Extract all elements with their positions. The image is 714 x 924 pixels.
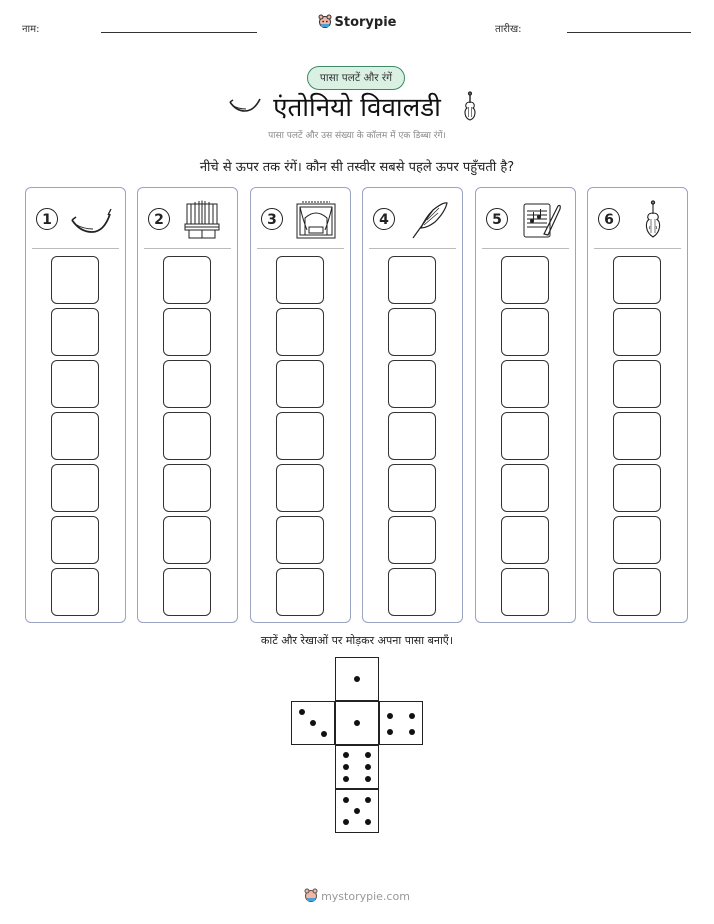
dice-pip bbox=[343, 776, 349, 782]
dice-pip bbox=[365, 797, 371, 803]
dice-face-3 bbox=[291, 701, 335, 745]
dice-face-6 bbox=[335, 745, 379, 789]
brand bbox=[0, 14, 714, 30]
cut-instruction: काटें और रेखाओं पर मोड़कर अपना पासा बनाएँ। bbox=[260, 634, 454, 647]
color-box[interactable] bbox=[613, 360, 661, 408]
dice-pip bbox=[343, 797, 349, 803]
pipe-organ-icon bbox=[180, 200, 226, 240]
color-box[interactable] bbox=[163, 568, 211, 616]
dice-pip bbox=[343, 752, 349, 758]
color-box[interactable] bbox=[388, 464, 436, 512]
dice-pip bbox=[343, 819, 349, 825]
dice-pip bbox=[354, 676, 360, 682]
column-number: 1 bbox=[36, 208, 58, 230]
dice-pip bbox=[365, 764, 371, 770]
violin-icon bbox=[630, 200, 676, 240]
dice-face-1 bbox=[335, 701, 379, 745]
column-3 bbox=[250, 187, 351, 623]
sheet-music-icon bbox=[518, 200, 564, 240]
column-4 bbox=[362, 187, 463, 623]
color-box[interactable] bbox=[163, 256, 211, 304]
column-divider bbox=[594, 248, 681, 249]
column-divider bbox=[369, 248, 456, 249]
dice-pip bbox=[354, 720, 360, 726]
storypie-logo-icon bbox=[318, 14, 332, 28]
color-box[interactable] bbox=[613, 256, 661, 304]
color-box[interactable] bbox=[276, 412, 324, 460]
color-box[interactable] bbox=[388, 568, 436, 616]
color-box[interactable] bbox=[613, 464, 661, 512]
color-box[interactable] bbox=[388, 308, 436, 356]
color-box[interactable] bbox=[388, 256, 436, 304]
color-box[interactable] bbox=[613, 568, 661, 616]
date-line[interactable] bbox=[567, 32, 691, 33]
color-box[interactable] bbox=[51, 308, 99, 356]
color-box[interactable] bbox=[51, 568, 99, 616]
color-box[interactable] bbox=[51, 256, 99, 304]
name-line[interactable] bbox=[101, 32, 257, 33]
color-box[interactable] bbox=[501, 568, 549, 616]
color-box[interactable] bbox=[501, 308, 549, 356]
dice-pip bbox=[409, 729, 415, 735]
color-box[interactable] bbox=[163, 412, 211, 460]
color-box[interactable] bbox=[276, 516, 324, 564]
page-title: एंतोनियो विवालडी bbox=[273, 93, 441, 123]
column-number: 4 bbox=[373, 208, 395, 230]
column-number: 5 bbox=[486, 208, 508, 230]
column-divider bbox=[482, 248, 569, 249]
instructions-subtitle: पासा पलटें और उस संख्या के कॉलम में एक डिब्बा रंगें। bbox=[268, 131, 446, 141]
column-divider bbox=[257, 248, 344, 249]
column-divider bbox=[32, 248, 119, 249]
dice-pip bbox=[365, 819, 371, 825]
column-2 bbox=[137, 187, 238, 623]
color-box[interactable] bbox=[276, 360, 324, 408]
column-5 bbox=[475, 187, 576, 623]
color-box[interactable] bbox=[51, 360, 99, 408]
column-6 bbox=[587, 187, 688, 623]
name-label: नाम: bbox=[22, 24, 40, 35]
column-number: 2 bbox=[148, 208, 170, 230]
color-box[interactable] bbox=[51, 464, 99, 512]
theatre-stage-icon bbox=[293, 200, 339, 240]
color-box[interactable] bbox=[163, 360, 211, 408]
column-divider bbox=[144, 248, 231, 249]
column-number: 3 bbox=[261, 208, 283, 230]
color-box[interactable] bbox=[501, 256, 549, 304]
activity-badge: पासा पलटें और रंगें bbox=[307, 66, 405, 90]
color-box[interactable] bbox=[51, 516, 99, 564]
color-box[interactable] bbox=[276, 568, 324, 616]
color-box[interactable] bbox=[276, 464, 324, 512]
storypie-logo-icon bbox=[304, 888, 318, 902]
color-box[interactable] bbox=[276, 256, 324, 304]
dice-pip bbox=[310, 720, 316, 726]
color-box[interactable] bbox=[613, 412, 661, 460]
date-label: तारीख: bbox=[495, 24, 522, 35]
dice-pip bbox=[354, 808, 360, 814]
color-box[interactable] bbox=[613, 308, 661, 356]
footer-url: mystorypie.com bbox=[321, 890, 410, 903]
color-box[interactable] bbox=[388, 360, 436, 408]
quill-feather-icon bbox=[405, 200, 451, 240]
dice-pip bbox=[387, 729, 393, 735]
color-box[interactable] bbox=[501, 360, 549, 408]
dice-pip bbox=[409, 713, 415, 719]
color-box[interactable] bbox=[163, 308, 211, 356]
column-number: 6 bbox=[598, 208, 620, 230]
dice-pip bbox=[321, 731, 327, 737]
dice-face-5 bbox=[335, 789, 379, 833]
color-box[interactable] bbox=[613, 516, 661, 564]
violin-icon bbox=[462, 91, 478, 123]
column-1 bbox=[25, 187, 126, 623]
color-box[interactable] bbox=[501, 516, 549, 564]
color-box[interactable] bbox=[388, 516, 436, 564]
dice-pip bbox=[343, 764, 349, 770]
dice-pip bbox=[299, 709, 305, 715]
brand-name: Storypie bbox=[334, 15, 397, 30]
footer bbox=[0, 888, 714, 903]
color-box[interactable] bbox=[501, 412, 549, 460]
color-box[interactable] bbox=[388, 412, 436, 460]
dice-pip bbox=[365, 776, 371, 782]
dice-face-1 bbox=[335, 657, 379, 701]
dice-pip bbox=[387, 713, 393, 719]
gondola-icon bbox=[68, 200, 114, 240]
dice-face-4 bbox=[379, 701, 423, 745]
color-box[interactable] bbox=[163, 464, 211, 512]
question-text: नीचे से ऊपर तक रंगें। कौन सी तस्वीर सबसे पहले ऊपर पहुँचती है? bbox=[199, 160, 515, 175]
color-box[interactable] bbox=[276, 308, 324, 356]
color-box[interactable] bbox=[51, 412, 99, 460]
color-box[interactable] bbox=[163, 516, 211, 564]
dice-pip bbox=[365, 752, 371, 758]
color-box[interactable] bbox=[501, 464, 549, 512]
